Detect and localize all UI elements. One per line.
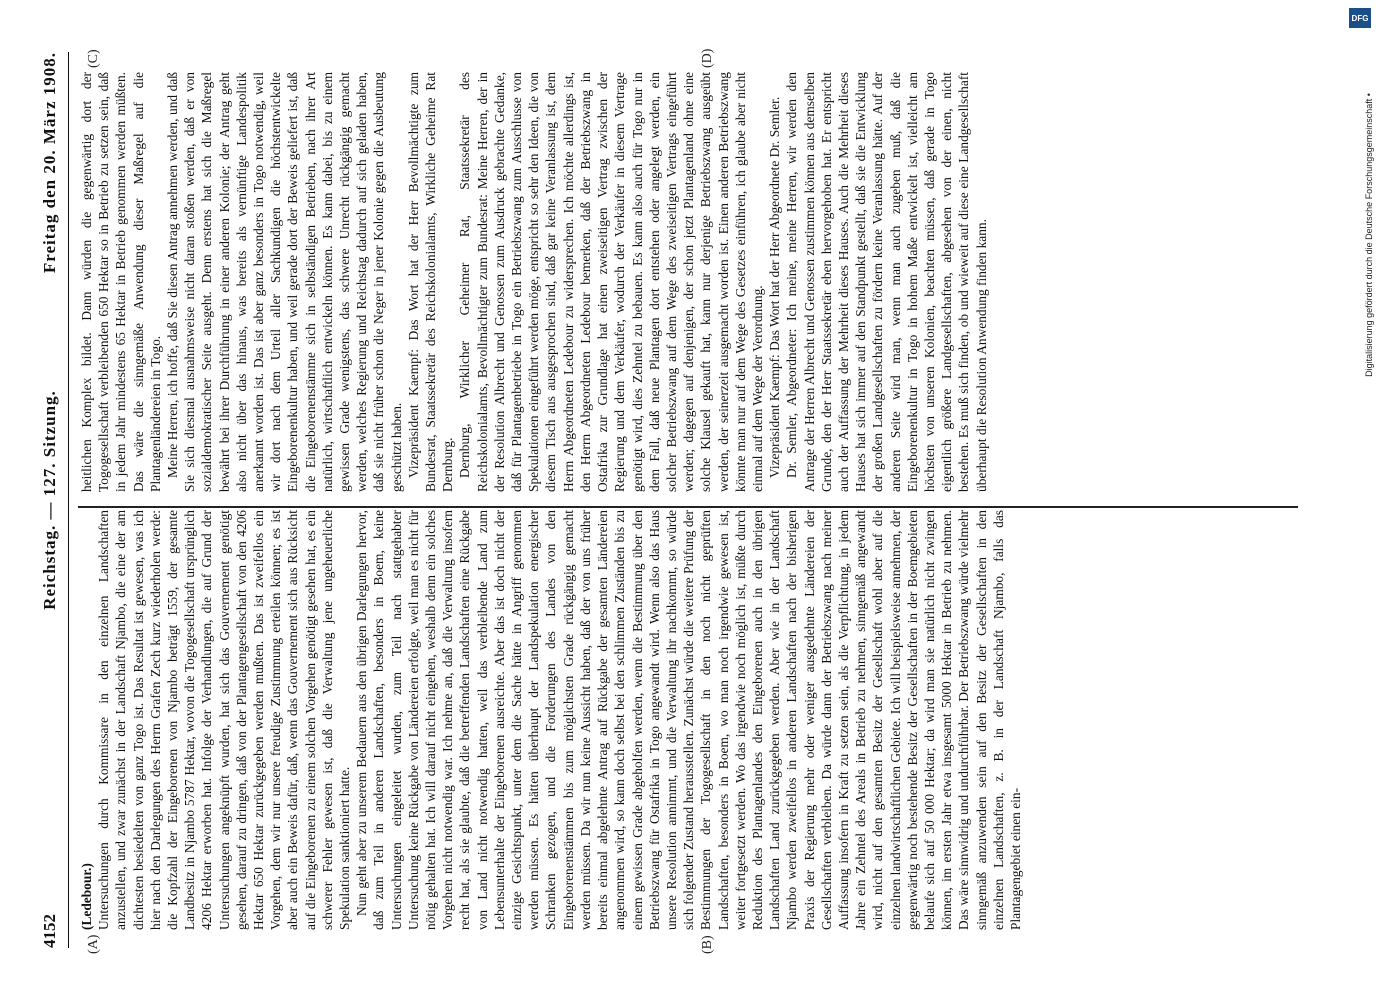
session-date: Freitag den 20. März 1908.	[40, 52, 59, 274]
speaker-reference: (Ledebour.)	[79, 863, 94, 930]
column-divider	[78, 507, 1298, 509]
margin-marker-a: (A)	[86, 934, 101, 954]
side-credit-strip	[1351, 0, 1379, 1000]
paragraph: Vizepräsident Kaempf: Das Wort hat der Herr Abgeordnete Dr. Semler.	[767, 96, 783, 478]
left-text-column	[78, 510, 1298, 930]
page-number: 4152	[40, 914, 59, 948]
paragraph: Dr. Semler, Abgeordneter: Ich meine, meine Herren, wir werden den Antrage der Herren Albrecht und Genossen zustimmen können aus demselben Grunde, den der Herr Staatssekretär eben hervorgehoben hat. Er entspricht auch der Auffassung der Mehrheit dieses Hauses. Auch die Mehrheit dieses Hauses hat sich immer auf den Standpunkt gestellt, daß sie die Entwicklung der großen Landgesellschaften zu fördern keine Veranlassung hätte. Auf der anderen Seite wird man, wenn man auch zugeben muß, daß die Eingeborenenkultur in Togo in hohem Maße entwickelt ist, vielleicht am höchsten von unseren Kolonien, beachten müssen, daß gerade in Togo eigentlich größere Landgesellschaften, abgesehen von der einen, nicht bestehen. Es muß sich finden, ob und wieweit auf diese eine Landgesellschaft überhaupt die Resolution Anwendung finden kann.	[784, 72, 989, 492]
paragraph: Dernburg, Wirklicher Geheimer Rat, Staatssekretär des Reichskolonialamts, Bevollmächtigter zum Bundesrat: Meine Herren, der in der Resolution Albrecht und Genossen zum Ausdruck gebrachte Gedanke, daß für Plantagenbetriebe in Togo ein Betriebszwang zum Ausschlusse von Spekulationen eingeführt werden möge, entspricht so sehr den Ideen, die von diesem Tisch aus ausgesprochen sind, daß gar keine Veranlassung ist, dem Herrn Abgeordneten Ledebour zu widersprechen. Ich möchte allerdings ist, den Herrn Abgeordneten Ledebour bemerken, daß der Betriebszwang in Ostafrika zur Grundlage hat einen zweiseitigen Vertrag zwischen der Regierung und dem Verkäufer, wodurch der Verkäufer in diesem Vertrage genötigt wird, dies Zehntel zu bebauen. Es kann also auch für Togo nur in dem Fall, daß neue Plantagen dort entstehen oder angelegt werden, ein solcher Betriebszwang auf dem Wege des zweiseitigen Vertrags eingeführt werden; dagegen auf denjenigen, der schon jetzt Plantagenland ohne eine solche Klausel gekauft hat, kann nur derjenige Betriebszwang ausgeübt werden, der seinerzeit ausgemacht worden ist. Einen anderen Betriebszwang könnte man nur auf dem Wege des Gesetzes einführen, ich glaube aber nicht einmal auf dem Wege der Verordnung.	[457, 72, 765, 492]
margin-marker-c: (C)	[86, 49, 101, 68]
digitization-credit: Digitalisierung gefördert durch die Deutsche Forschungsgemeinschaft •	[1364, 93, 1374, 377]
paragraph: Vizepräsident Kaempf: Das Wort hat der Herr Bevollmächtigte zum Bundesrat, Staatssekretär des Reichskolonialamts, Wirkliche Geheime Rat Dernburg.	[405, 72, 456, 492]
session-title: Reichstag. — 127. Sitzung.	[40, 390, 59, 610]
paragraph: Meine Herren, ich hoffe, daß Sie diesen Antrag annehmen werden, und daß Sie sich diesmal ausnahmsweise nicht daran stoßen werden, daß er von sozialdemokratischer Seite ausgeht. Denn erstens hat sich die Maßregel bewährt bei ihrer Durchführung in einer anderen Kolonie; der Antrag geht also nicht über das hinaus, was bereits als vernünftige Landespolitik anerkannt worden ist. Das ist aber ganz besonders in Togo notwendig, weil wir dort nach dem Urteil aller Sachkundigen die höchstentwickelte Eingeborenenkultur haben, und weil gerade dort der Beweis geliefert ist, daß die Eingeborenenstämme sich in selbständigen Betrieben, nach ihrer Art natürlich, wirtschaftlich entwickeln können. Es kann dabei, bis zu einem gewissen Grade wenigstens, das schwere Unrecht rückgängig gemacht werden, welches Regierung und Reichstag dadurch auf sich geladen haben, daß sie nicht früher schon die Neger in jener Kolonie gegen die Ausbeutung geschützt haben.	[165, 72, 404, 492]
margin-marker-b: (B)	[700, 935, 715, 954]
paragraph: heitlichen Komplex bildet. Dann würden die gegenwärtig dort der Togogesellschaft verbleibenden 650 Hektar so in Betrieb zu setzen sein, daß in jedem Jahr mindestens 65 Hektar in Betrieb genommen werden müßten. Das wäre die sinngemäße Anwendung dieser Maßregel auf die Plantagenländereien in Togo.	[79, 72, 163, 492]
paragraph: Nun geht aber zu unserem Bedauern aus den übrigen Darlegungen hervor, daß zum Teil in anderen Landschaften, besonders in Boem, keine Untersuchungen eingeleitet wurden, zum Teil nach stattgehabter Untersuchung keine Rückgabe von Ländereien erfolgte, weil man es nicht für nötig gehalten hat. Ich will darauf nicht eingehen, weshalb denn ein solches Vorgehen nicht notwendig war. Ich nehme an, daß die Verwaltung insofern recht hat, als sie glaubte, daß die betreffenden Landschaften eine Rückgabe von Land nicht notwendig hatten, weil das verbleibende Land zum Lebensunterhalte der Eingeborenen ausreichte. Aber das ist doch nicht der einzige Gesichtspunkt, unter dem die Sache hätte in Angriff genommen werden müssen. Es hätten überhaupt der Landspekulation energischer Schranken gezogen, und die Forderungen des Landes von den Eingeborenenstämmen bis zum möglichsten Grade rückgängig gemacht werden müssen. Da wir nun keine Aussicht haben, daß der von uns früher bereits einmal abgelehnte Antrag auf Rückgabe der gesamten Ländereien angenommen wird, so kann doch selbst bei den schlimmen Zuständen bis zu einem gewissen Grade abgeholfen werden, wenn die Bestimmung über den Betriebszwang für Ostafrika in Togo angewandt wird. Wenn also das Haus unsere Resolution annimmt, und die Verwaltung ihr nachkommt, so würde sich folgender Zustand herausstellen. Zunächst würde die weitere Prüfung der Bestimmungen der Togogesellschaft in den noch nicht geprüften Landschaften, besonders in Boem, wo man noch irgendwie gewesen ist, weiter fortgesetzt werden. Wo das irgendwie noch möglich ist, müßte durch Reduktion des Plantagenlandes den Eingeborenen auch in den übrigen Landschaften Land zurückgegeben werden. Aber wie in der Landschaft Njambo werden zweifellos in anderen Landschaften nach der bisherigen Praxis der Regierung mehr oder weniger ausgedehnte Ländereien der Gesellschaften verbleiben. Da würde dann der Betriebszwang nach meiner Auffassung insofern in Kraft zu setzen sein, als die Verpflichtung, in jedem Jahre ein Zehntel des Areals in Betrieb zu nehmen, sinngemäß angewandt wird, nicht auf den gesamten Besitz der Gesellschaft wohl aber auf die einzelnen landwirtschaftlichen Gebiete. Ich will beispielsweise annehmen, der gegenwärtig noch bestehende Besitz der Gesellschaften in der Boemgebieten belaufe sich auf 50 000 Hektar; da wird man sie natürlich nicht zwingen können, im ersten Jahr etwa insgesamt 5000 Hektar in Betrieb zu nehmen. Das wäre sinnwidrig und undurchführbar. Der Betriebszwang würde vielmehr sinngemäß anzuwenden sein auf den Besitz der Gesellschaften in den einzelnen Landschaften, z. B. in der Landschaft Njambo, falls das Plantagengebiet einen ein-	[354, 510, 1023, 930]
margin-marker-d: (D)	[700, 48, 715, 68]
paragraph: Untersuchungen durch Kommissare in den einzelnen Landschaften anzustellen, und zwar zunächst in der Landschaft Njambo, die eine der am dichtesten besiedelten von ganz Togo ist. Das Resultat ist gewesen, was ich hier nach den Darlegungen des Herrn Grafen Zech kurz wiederholen werde: die Kopfzahl der Eingeborenen von Njambo beträgt 1559, der gesamte Landbesitz in Njambo 5787 Hektar, wovon die Togogesellschaft ursprünglich 4206 Hektar erworben hat. Infolge der Verhandlungen, die auf Grund der Untersuchungen angeknüpft wurden, hat sich das Gouvernement genötigt gesehen, darauf zu dringen, daß von der Plantagengesellschaft von den 4206 Hektar 650 Hektar zurückgegeben werden mußten. Das ist zweifellos ein Vorgehen, dem wir nur unsere freudige Zustimmung erteilen können; es ist aber auch ein Beweis dafür, daß, wenn das Gouvernement sich aus Rücksicht auf die Eingeborenen zu einem solchen Vorgehen genötigt gesehen hat, es ein schwerer Fehler gewesen ist, daß die Verwaltung jene ungeheuerliche Spekulation sanktioniert hatte.	[96, 510, 353, 930]
dfg-logo: DFG	[1349, 8, 1371, 28]
right-text-column	[78, 72, 1298, 492]
page-header	[38, 52, 69, 948]
